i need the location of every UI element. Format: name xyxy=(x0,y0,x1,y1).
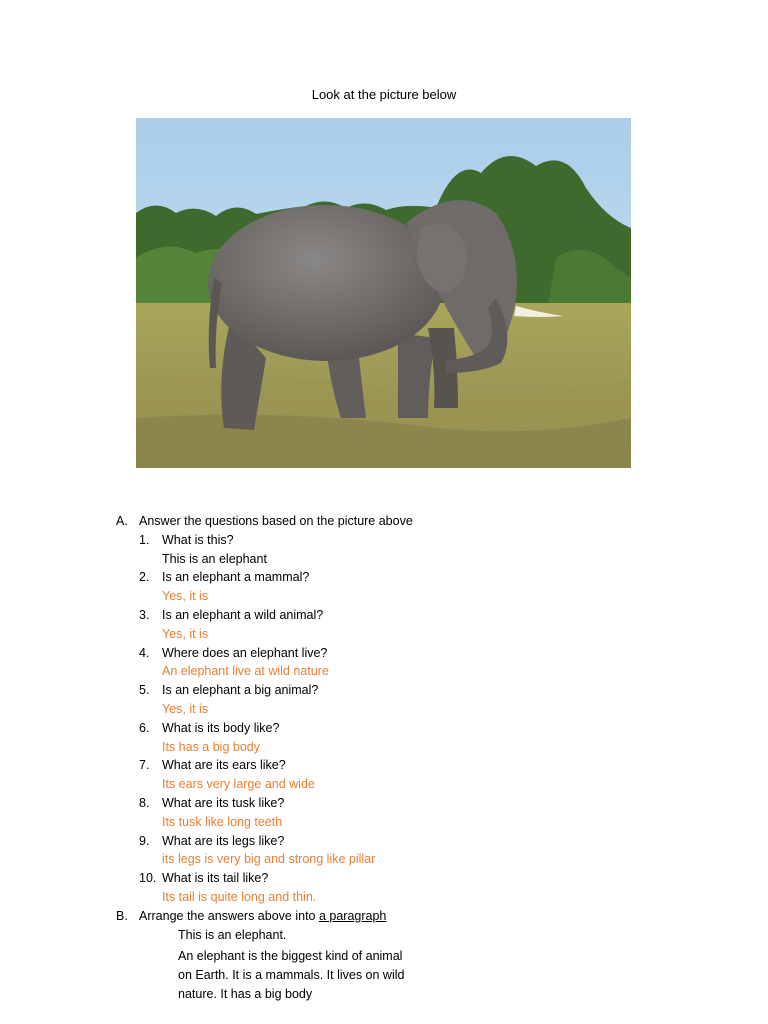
answer-row xyxy=(116,888,676,907)
section-heading xyxy=(139,907,386,926)
answer-row xyxy=(116,738,676,757)
answer-row xyxy=(116,775,676,794)
question-number: 9. xyxy=(139,833,150,848)
question-number: 5. xyxy=(139,683,150,698)
answer-text: its legs is very big and strong like pillar xyxy=(162,852,376,867)
question-number: 4. xyxy=(139,645,150,660)
section-heading-underlined: a paragraph xyxy=(318,908,387,923)
page-title: Look at the picture below xyxy=(311,87,457,102)
answer-row xyxy=(116,700,676,719)
answer-text: Yes, it is xyxy=(162,701,209,716)
section-a-heading xyxy=(116,512,676,531)
answer-text: An elephant live at wild nature xyxy=(162,664,329,679)
question-row xyxy=(116,832,676,851)
question-row xyxy=(116,606,676,625)
answer-text: Its tusk like long teeth xyxy=(162,814,283,829)
question-row xyxy=(116,869,676,888)
list-marker: A. xyxy=(116,514,128,528)
question-number: 6. xyxy=(139,720,150,735)
question-number: 7. xyxy=(139,758,150,773)
section-a xyxy=(116,512,676,926)
answer-text: This is an elephant xyxy=(162,551,267,566)
question-text: What are its ears like? xyxy=(162,758,286,773)
question-row xyxy=(116,681,676,700)
question-text: Is an elephant a big animal? xyxy=(162,683,319,698)
question-number: 2. xyxy=(139,570,150,585)
question-text: Is an elephant a wild animal? xyxy=(162,607,324,622)
elephant-photo xyxy=(136,118,631,468)
answer-text: Its ears very large and wide xyxy=(162,777,315,792)
paragraph-line-1: This is an elephant. xyxy=(178,928,287,942)
answer-row xyxy=(116,550,676,569)
answer-text: Yes, it is xyxy=(162,626,209,641)
answer-text: Yes, it is xyxy=(162,589,209,604)
question-text: What is this? xyxy=(162,532,234,547)
answer-row xyxy=(116,587,676,606)
question-row xyxy=(116,719,676,738)
question-row xyxy=(116,644,676,663)
answer-text: Its tail is quite long and thin. xyxy=(162,889,317,904)
question-row xyxy=(116,568,676,587)
question-row xyxy=(116,531,676,550)
question-row xyxy=(116,794,676,813)
question-text: Where does an elephant live? xyxy=(162,645,328,660)
list-marker: B. xyxy=(116,908,128,923)
question-text: What is its tail like? xyxy=(162,871,269,886)
question-number: 1. xyxy=(139,532,150,547)
question-number: 8. xyxy=(139,795,150,810)
question-row xyxy=(116,756,676,775)
question-number: 10. xyxy=(139,871,157,886)
question-text: Is an elephant a mammal? xyxy=(162,570,310,585)
section-heading-prefix: Arrange the answers above into xyxy=(139,908,319,923)
question-text: What are its tusk like? xyxy=(162,795,285,810)
answer-row xyxy=(116,850,676,869)
question-text: What is its body like? xyxy=(162,720,280,735)
question-number: 3. xyxy=(139,607,150,622)
question-text: What are its legs like? xyxy=(162,833,285,848)
answer-row xyxy=(116,662,676,681)
section-b-heading xyxy=(116,907,676,926)
answer-row xyxy=(116,625,676,644)
paragraph-body: An elephant is the biggest kind of animal on Earth. It is a mammals. It lives on wild nature. It has a big body xyxy=(178,949,405,1001)
answer-text: Its has a big body xyxy=(162,739,260,754)
section-heading: Answer the questions based on the picture above xyxy=(139,514,413,528)
answer-row xyxy=(116,813,676,832)
